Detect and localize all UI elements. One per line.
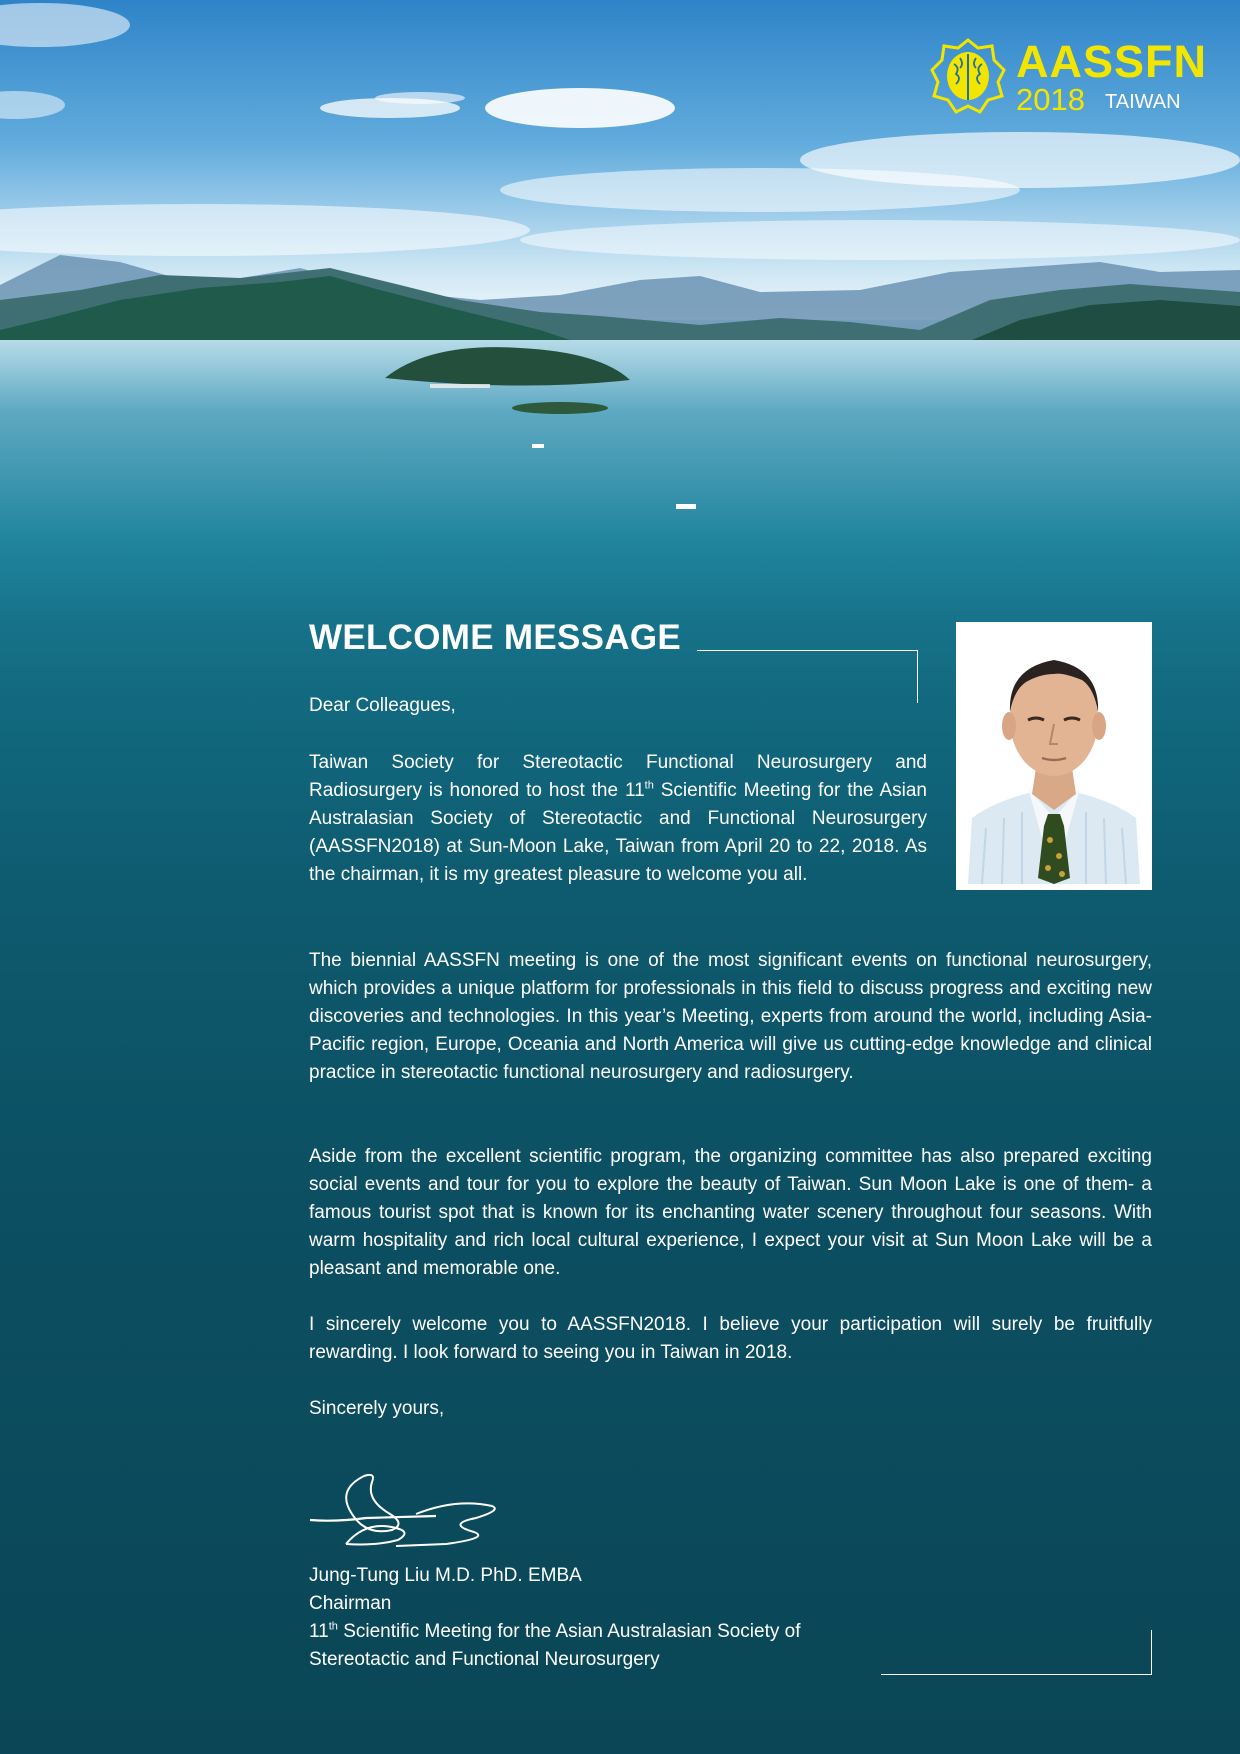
handwritten-signature bbox=[306, 1470, 506, 1550]
footer-divider bbox=[881, 1630, 1152, 1675]
logo-year: 2018 bbox=[1016, 82, 1085, 117]
closing: Sincerely yours, bbox=[309, 1398, 445, 1419]
logo-country: TAIWAN bbox=[1105, 91, 1181, 113]
paragraph-welcome: I sincerely welcome you to AASSFN2018. I believe your participation will surely be fruitfully rewarding. I look forward to seeing you in Taiwan in 2018. bbox=[309, 1314, 1152, 1363]
signer-role: Chairman bbox=[309, 1593, 392, 1614]
paragraph-intro bbox=[309, 749, 927, 889]
logo-name: AASSFN bbox=[1016, 36, 1208, 87]
ordinal-suffix: th bbox=[644, 779, 654, 792]
paragraph-intro-part2: Scientific Meeting for the Asian Australasian Society of Stereotactic and Functional Neurosurgery (AASSFN2018) at Sun-Moon Lake, Taiwan from April 20 to 22, 2018. As the chairman, it is my greatest pleasure to welcome you all. bbox=[309, 780, 927, 885]
chairman-portrait bbox=[962, 628, 1146, 884]
paragraph-intro-part1: Taiwan Society for Stereotactic Functional Neurosurgery and Radiosurgery is honored to host the 11 bbox=[309, 752, 927, 801]
brain-logo-icon bbox=[930, 38, 1006, 114]
org-ordinal-suffix: th bbox=[328, 1620, 338, 1633]
org-number: 11 bbox=[309, 1621, 329, 1642]
page-title: WELCOME MESSAGE bbox=[309, 618, 682, 657]
signer-org-line1 bbox=[309, 1618, 929, 1646]
chairman-photo bbox=[956, 622, 1152, 890]
signer-org-line2: Stereotactic and Functional Neurosurgery bbox=[309, 1649, 660, 1670]
signoff-block bbox=[309, 1562, 929, 1674]
org-line1-rest: Scientific Meeting for the Asian Australasian Society of bbox=[337, 1621, 801, 1642]
salutation: Dear Colleagues, bbox=[309, 695, 456, 716]
aassfn-logo bbox=[930, 36, 1208, 117]
signer-name: Jung-Tung Liu M.D. PhD. EMBA bbox=[309, 1565, 582, 1586]
paragraph-social: Aside from the excellent scientific program, the organizing committee has also prepared exciting social events and tour for you to explore the beauty of Taiwan. Sun Moon Lake is one of them- a famous tourist spot that is known for its enchanting water scenery throughout four seasons. With warm hospitality and rich local cultural experience, I expect your visit at Sun Moon Lake will be a pleasant and memorable one. bbox=[309, 1146, 1152, 1279]
paragraph-meeting: The biennial AASSFN meeting is one of the most significant events on functional neurosurgery, which provides a unique platform for professionals in this field to discuss progress and exciting new discoveries and technologies. In this year’s Meeting, experts from around the world, including Asia-Pacific region, Europe, Oceania and North America will give us cutting-edge knowledge and clinical practice in stereotactic functional neurosurgery and radiosurgery. bbox=[309, 950, 1152, 1083]
